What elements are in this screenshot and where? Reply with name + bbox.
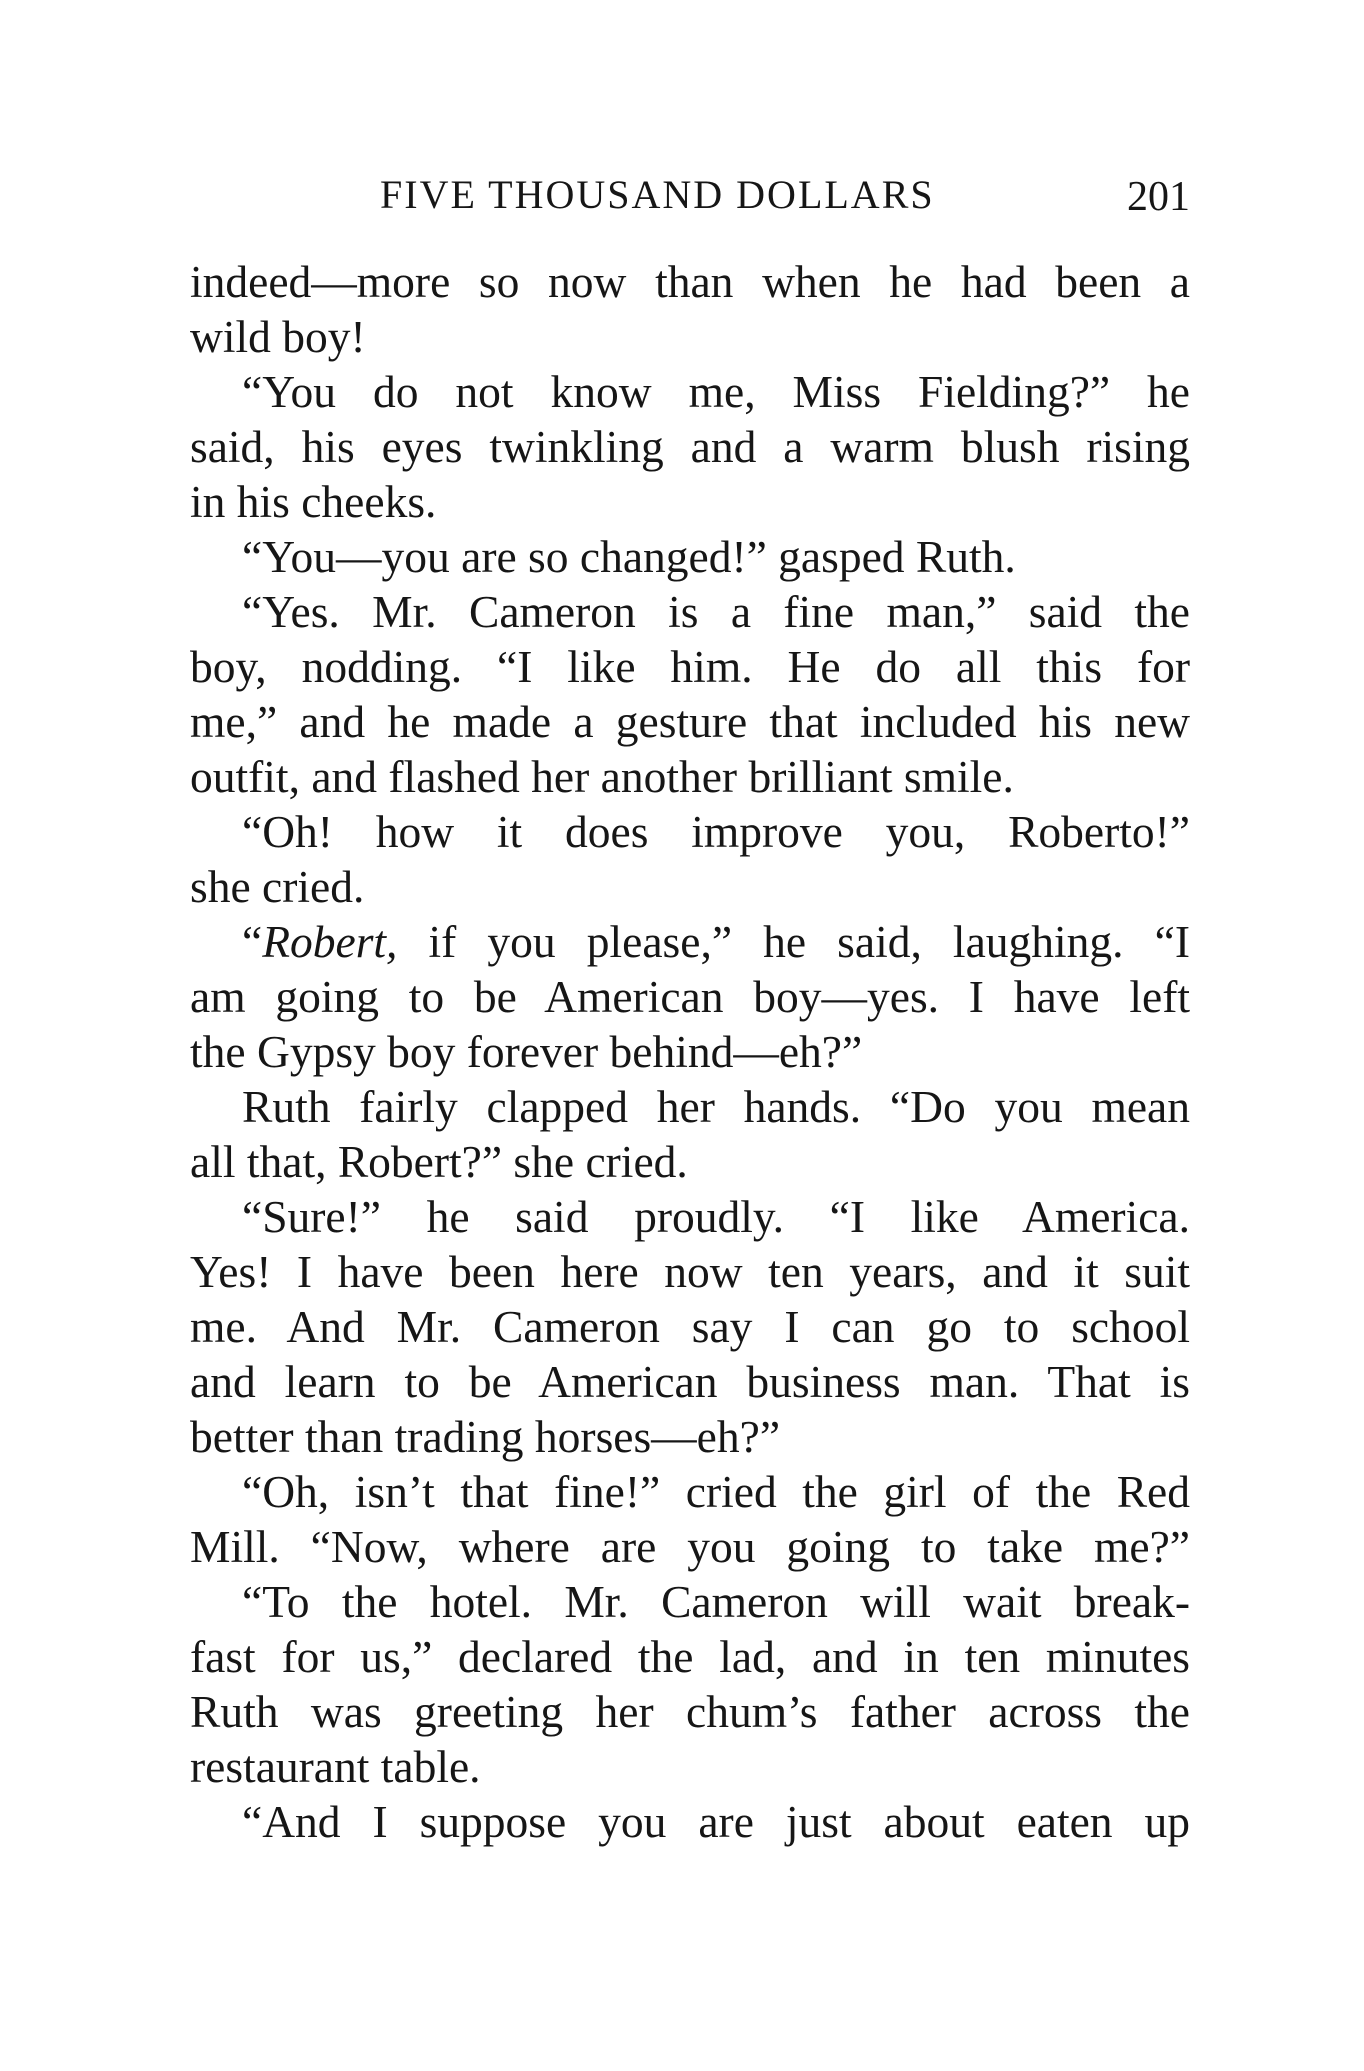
text-line: am going to be American boy—yes. I have left xyxy=(190,971,1190,1022)
text-line: “To the hotel. Mr. Cameron will wait break- xyxy=(242,1576,1190,1627)
running-head xyxy=(190,170,1190,220)
text-line: wild boy! xyxy=(190,311,366,362)
text-line: fast for us,” declared the lad, and in ten minutes xyxy=(190,1631,1190,1682)
text-line: “Oh! how it does improve you, Roberto!” xyxy=(242,806,1190,857)
open-quote: “ xyxy=(242,916,263,967)
running-title: FIVE THOUSAND DOLLARS xyxy=(380,172,935,217)
italic-name: Robert, xyxy=(262,916,398,967)
text-line: outfit, and flashed her another brilliant smile. xyxy=(190,751,1014,802)
text-line-italic-name xyxy=(190,914,1190,969)
text-line: Ruth fairly clapped her hands. “Do you mean xyxy=(242,1081,1190,1132)
text-line: all that, Robert?” she cried. xyxy=(190,1136,688,1187)
text-line: “You do not know me, Miss Fielding?” he xyxy=(242,366,1190,417)
text-line: “Yes. Mr. Cameron is a fine man,” said the xyxy=(242,586,1190,637)
text-line: in his cheeks. xyxy=(190,476,437,527)
text-line: “Sure!” he said proudly. “I like America. xyxy=(242,1191,1190,1242)
text-line: me,” and he made a gesture that included his new xyxy=(190,696,1190,747)
text-line: indeed—more so now than when he had been a xyxy=(190,256,1190,307)
text-line: “And I suppose you are just about eaten up xyxy=(242,1796,1190,1847)
text-line: the Gypsy boy forever behind—eh?” xyxy=(190,1026,863,1077)
text-line: restaurant table. xyxy=(190,1741,481,1792)
text-line: me. And Mr. Cameron say I can go to school xyxy=(190,1301,1190,1352)
body-text xyxy=(190,254,1190,1849)
text-line: and learn to be American business man. That is xyxy=(190,1356,1190,1407)
text-line: “Oh, isn’t that fine!” cried the girl of the Red xyxy=(242,1466,1190,1517)
text-line: she cried. xyxy=(190,861,365,912)
page-number: 201 xyxy=(1127,174,1190,220)
text-line: better than trading horses—eh?” xyxy=(190,1411,781,1462)
text-line: Ruth was greeting her chum’s father across the xyxy=(190,1686,1190,1737)
text-line: Yes! I have been here now ten years, and it suit xyxy=(190,1246,1190,1297)
line-rest: if you please,” he said, laughing. “I xyxy=(397,916,1190,967)
text-line: said, his eyes twinkling and a warm blush rising xyxy=(190,421,1190,472)
text-line: boy, nodding. “I like him. He do all this for xyxy=(190,641,1190,692)
text-line: “You—you are so changed!” gasped Ruth. xyxy=(242,531,1016,582)
text-line: Mill. “Now, where are you going to take me?” xyxy=(190,1521,1190,1572)
